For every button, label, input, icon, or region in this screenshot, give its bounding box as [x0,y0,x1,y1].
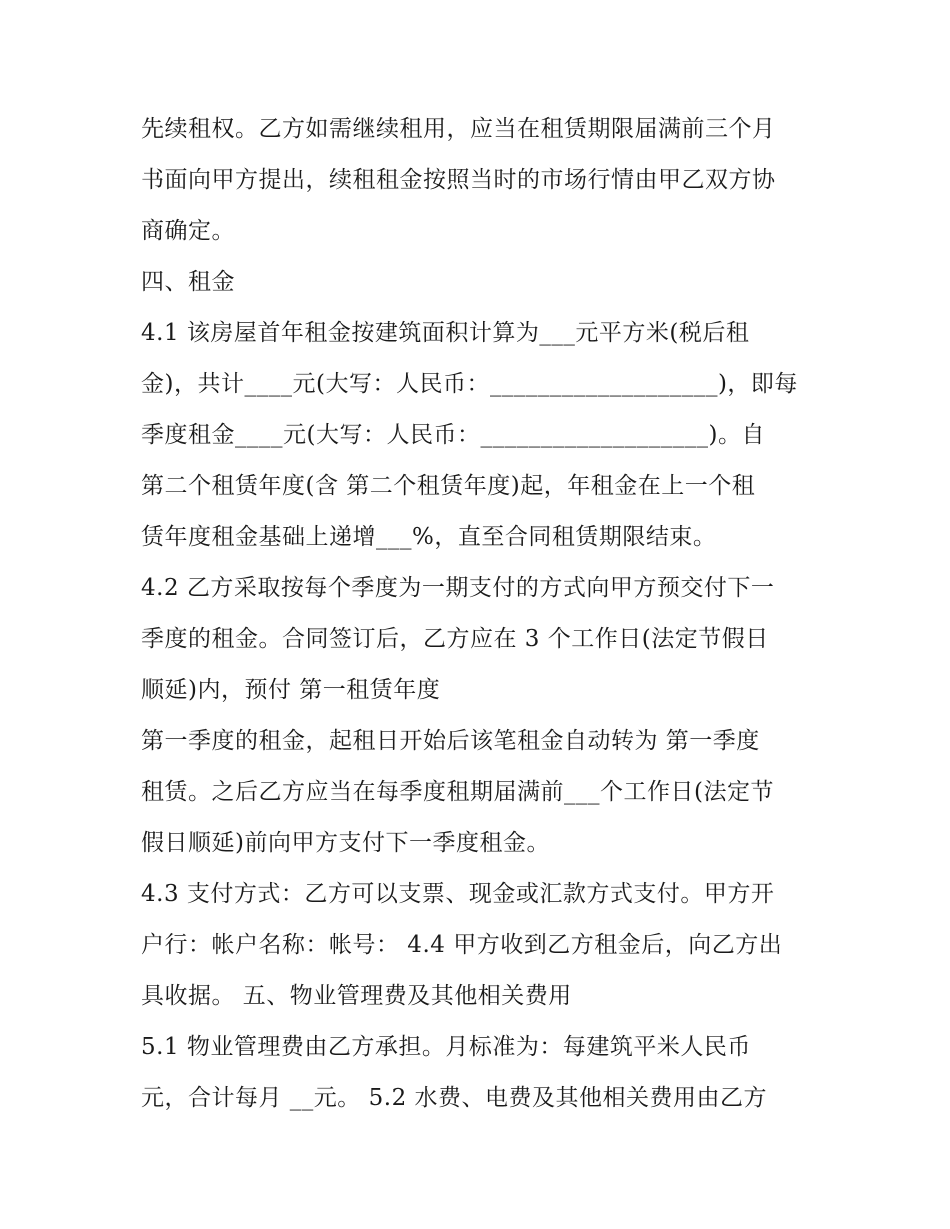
text-line: 元，合计每月 __元。 5.2 水费、电费及其他相关费用由乙方 [141,1085,768,1111]
text-line: 具收据。 五、物业管理费及其他相关费用 [141,983,572,1009]
text-line: 4.1 该房屋首年租金按建筑面积计算为___元平方米(税后租 [141,320,750,346]
text-line: 赁年度租金基础上递增___%，直至合同租赁期限结束。 [141,524,717,550]
text-line: 先续租权。乙方如需继续租用，应当在租赁期限届满前三个月 [141,116,776,142]
text-line: 户行：帐户名称：帐号： 4.4 甲方收到乙方租金后，向乙方出 [141,932,783,958]
text-line: 商确定。 [141,218,235,244]
text-line: 5.1 物业管理费由乙方承担。月标准为：每建筑平米人民币 [141,1034,751,1060]
text-line: 顺延)内，预付 第一租赁年度 [141,677,441,703]
text-line: 第二个租赁年度(含 第二个租赁年度)起，年租金在上一个租 [141,473,756,499]
text-line: 书面向甲方提出，续租租金按照当时的市场行情由甲乙双方协 [141,167,776,193]
document-body [141,104,821,1124]
text-line: 租赁。之后乙方应当在每季度租期届满前___个工作日(法定节 [141,779,774,805]
text-line: 假日顺延)前向甲方支付下一季度租金。 [141,830,550,856]
text-line: 第一季度的租金，起租日开始后该笔租金自动转为 第一季度 [141,728,760,754]
text-line: 季度的租金。合同签订后，乙方应在 3 个工作日(法定节假日 [141,626,769,652]
text-line: 金)，共计____元(大写：人民币：___________________)，即每 [141,371,798,397]
text-line: 季度租金____元(大写：人民币：___________________)。自 [141,422,765,448]
section-heading: 四、租金 [141,269,235,295]
text-line: 4.2 乙方采取按每个季度为一期支付的方式向甲方预交付下一 [141,575,775,601]
text-line: 4.3 支付方式：乙方可以支票、现金或汇款方式支付。甲方开 [141,881,775,907]
